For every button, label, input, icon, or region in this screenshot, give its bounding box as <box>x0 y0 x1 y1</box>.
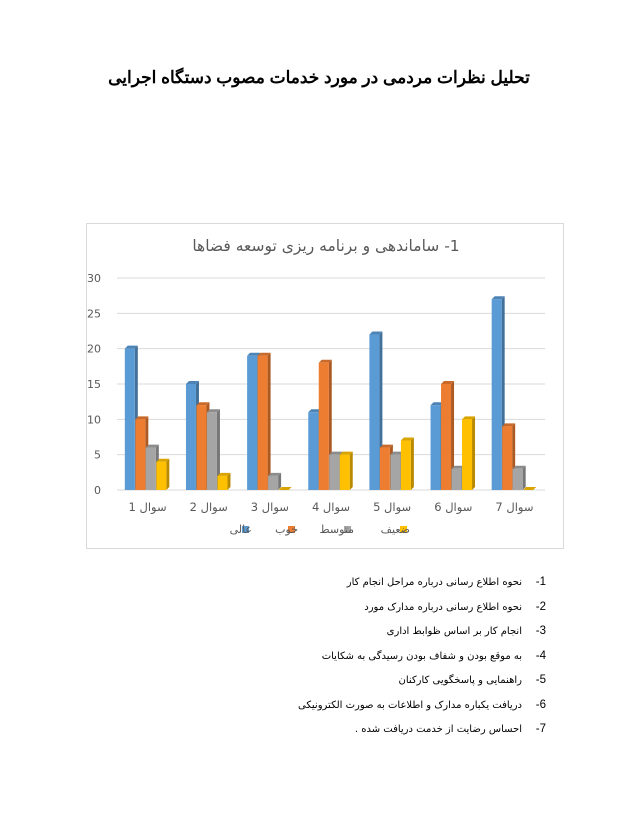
bar-front <box>431 405 441 490</box>
x-tick-label: سوال 1 <box>128 500 167 514</box>
note-number: 5- <box>535 674 546 686</box>
note-item <box>126 625 546 650</box>
note-number: 3- <box>535 625 546 637</box>
bar-front <box>380 448 390 490</box>
bar-front <box>452 469 462 490</box>
bar-front <box>319 363 329 490</box>
bar-front <box>401 441 411 490</box>
bar-side <box>166 459 169 490</box>
bar <box>462 416 475 490</box>
bar <box>258 353 271 490</box>
y-tick-label: 30 <box>87 272 101 285</box>
legend-item <box>275 523 298 536</box>
note-text: به موقع بودن و شفاف بودن رسیدگی به شکایات <box>321 650 522 662</box>
bar <box>401 438 414 490</box>
x-tick-label: سوال 3 <box>250 500 289 514</box>
bar-side <box>268 353 271 490</box>
legend-item <box>381 523 410 536</box>
bar-front <box>441 384 451 490</box>
bar-front <box>513 469 523 490</box>
chart-frame <box>86 223 564 549</box>
bar-front <box>125 349 135 490</box>
bar-side <box>523 466 526 490</box>
x-tick-label: سوال 4 <box>311 500 351 514</box>
y-tick-label: 0 <box>94 484 101 497</box>
bar-front <box>369 335 379 490</box>
chart-title: 1- ساماندهی و برنامه ریزی توسعه فضاها <box>192 237 460 255</box>
note-number: 2- <box>535 600 546 613</box>
y-tick-label: 15 <box>87 378 101 391</box>
bar <box>340 452 353 490</box>
bar-front <box>308 412 318 490</box>
note-number: 7- <box>535 723 546 735</box>
bar-front <box>146 448 156 490</box>
bar-front <box>390 455 400 490</box>
question-notes <box>126 576 546 748</box>
note-item <box>126 723 546 748</box>
bar-front <box>196 405 206 490</box>
y-tick-label: 20 <box>87 342 101 356</box>
bar-front <box>268 476 278 490</box>
x-tick-label: سوال 2 <box>189 500 228 514</box>
bar-side <box>472 416 475 490</box>
note-text: نحوه اطلاع رسانی درباره مدارک مورد <box>364 601 522 613</box>
y-tick-label: 5 <box>94 448 101 462</box>
legend-label: ضعیف <box>380 523 410 536</box>
x-tick-label: سوال 7 <box>495 500 534 514</box>
bar <box>268 473 281 490</box>
note-item <box>126 650 546 675</box>
page-title: تحلیل نظرات مردمی در مورد خدمات مصوب دستگاه اجرایی <box>108 68 530 87</box>
bar-front <box>247 356 257 490</box>
bar-front <box>462 419 472 490</box>
bar-front <box>135 419 145 490</box>
y-tick-label: 25 <box>87 307 101 321</box>
x-tick-label: سوال 5 <box>373 500 412 514</box>
legend-item <box>230 523 252 536</box>
chart <box>87 224 565 550</box>
note-text: نحوه اطلاع رسانی درباره مراحل انجام کار <box>346 577 522 588</box>
note-item <box>126 674 546 699</box>
note-item <box>126 699 546 724</box>
note-item <box>126 601 546 626</box>
note-text: دریافت یکباره مدارک و اطلاعات به صورت الکترونیکی <box>298 699 522 711</box>
note-item <box>126 576 546 601</box>
bar-front <box>207 412 217 490</box>
bar-side <box>227 473 230 490</box>
note-number: 6- <box>535 698 546 711</box>
bar-side <box>278 473 281 490</box>
bar-front <box>186 384 196 490</box>
bar-front <box>329 455 339 490</box>
bar <box>513 466 526 490</box>
bar <box>156 459 169 490</box>
note-number: 4- <box>535 649 546 662</box>
x-tick-label: سوال 6 <box>434 500 473 514</box>
legend-label: خوب <box>275 523 298 536</box>
bar-front <box>156 462 166 490</box>
note-number: 1- <box>535 576 546 588</box>
note-text: راهنمایی و پاسخگویی کارکنان <box>398 675 522 686</box>
bar-front <box>492 299 502 490</box>
note-text: احساس رضایت از خدمت دریافت شده . <box>354 724 522 735</box>
bar-front <box>502 426 512 490</box>
bar-front <box>258 356 268 490</box>
bar <box>217 473 230 490</box>
legend-item <box>319 523 354 536</box>
legend-label: عالی <box>229 523 252 536</box>
bar-side <box>350 452 353 490</box>
bar-side <box>411 438 414 490</box>
note-text: انجام کار بر اساس ظوابط اداری <box>386 626 522 637</box>
bar-front <box>217 476 227 490</box>
legend-label: متوسط <box>319 523 354 536</box>
y-tick-label: 10 <box>87 413 101 427</box>
bar-front <box>340 455 350 490</box>
